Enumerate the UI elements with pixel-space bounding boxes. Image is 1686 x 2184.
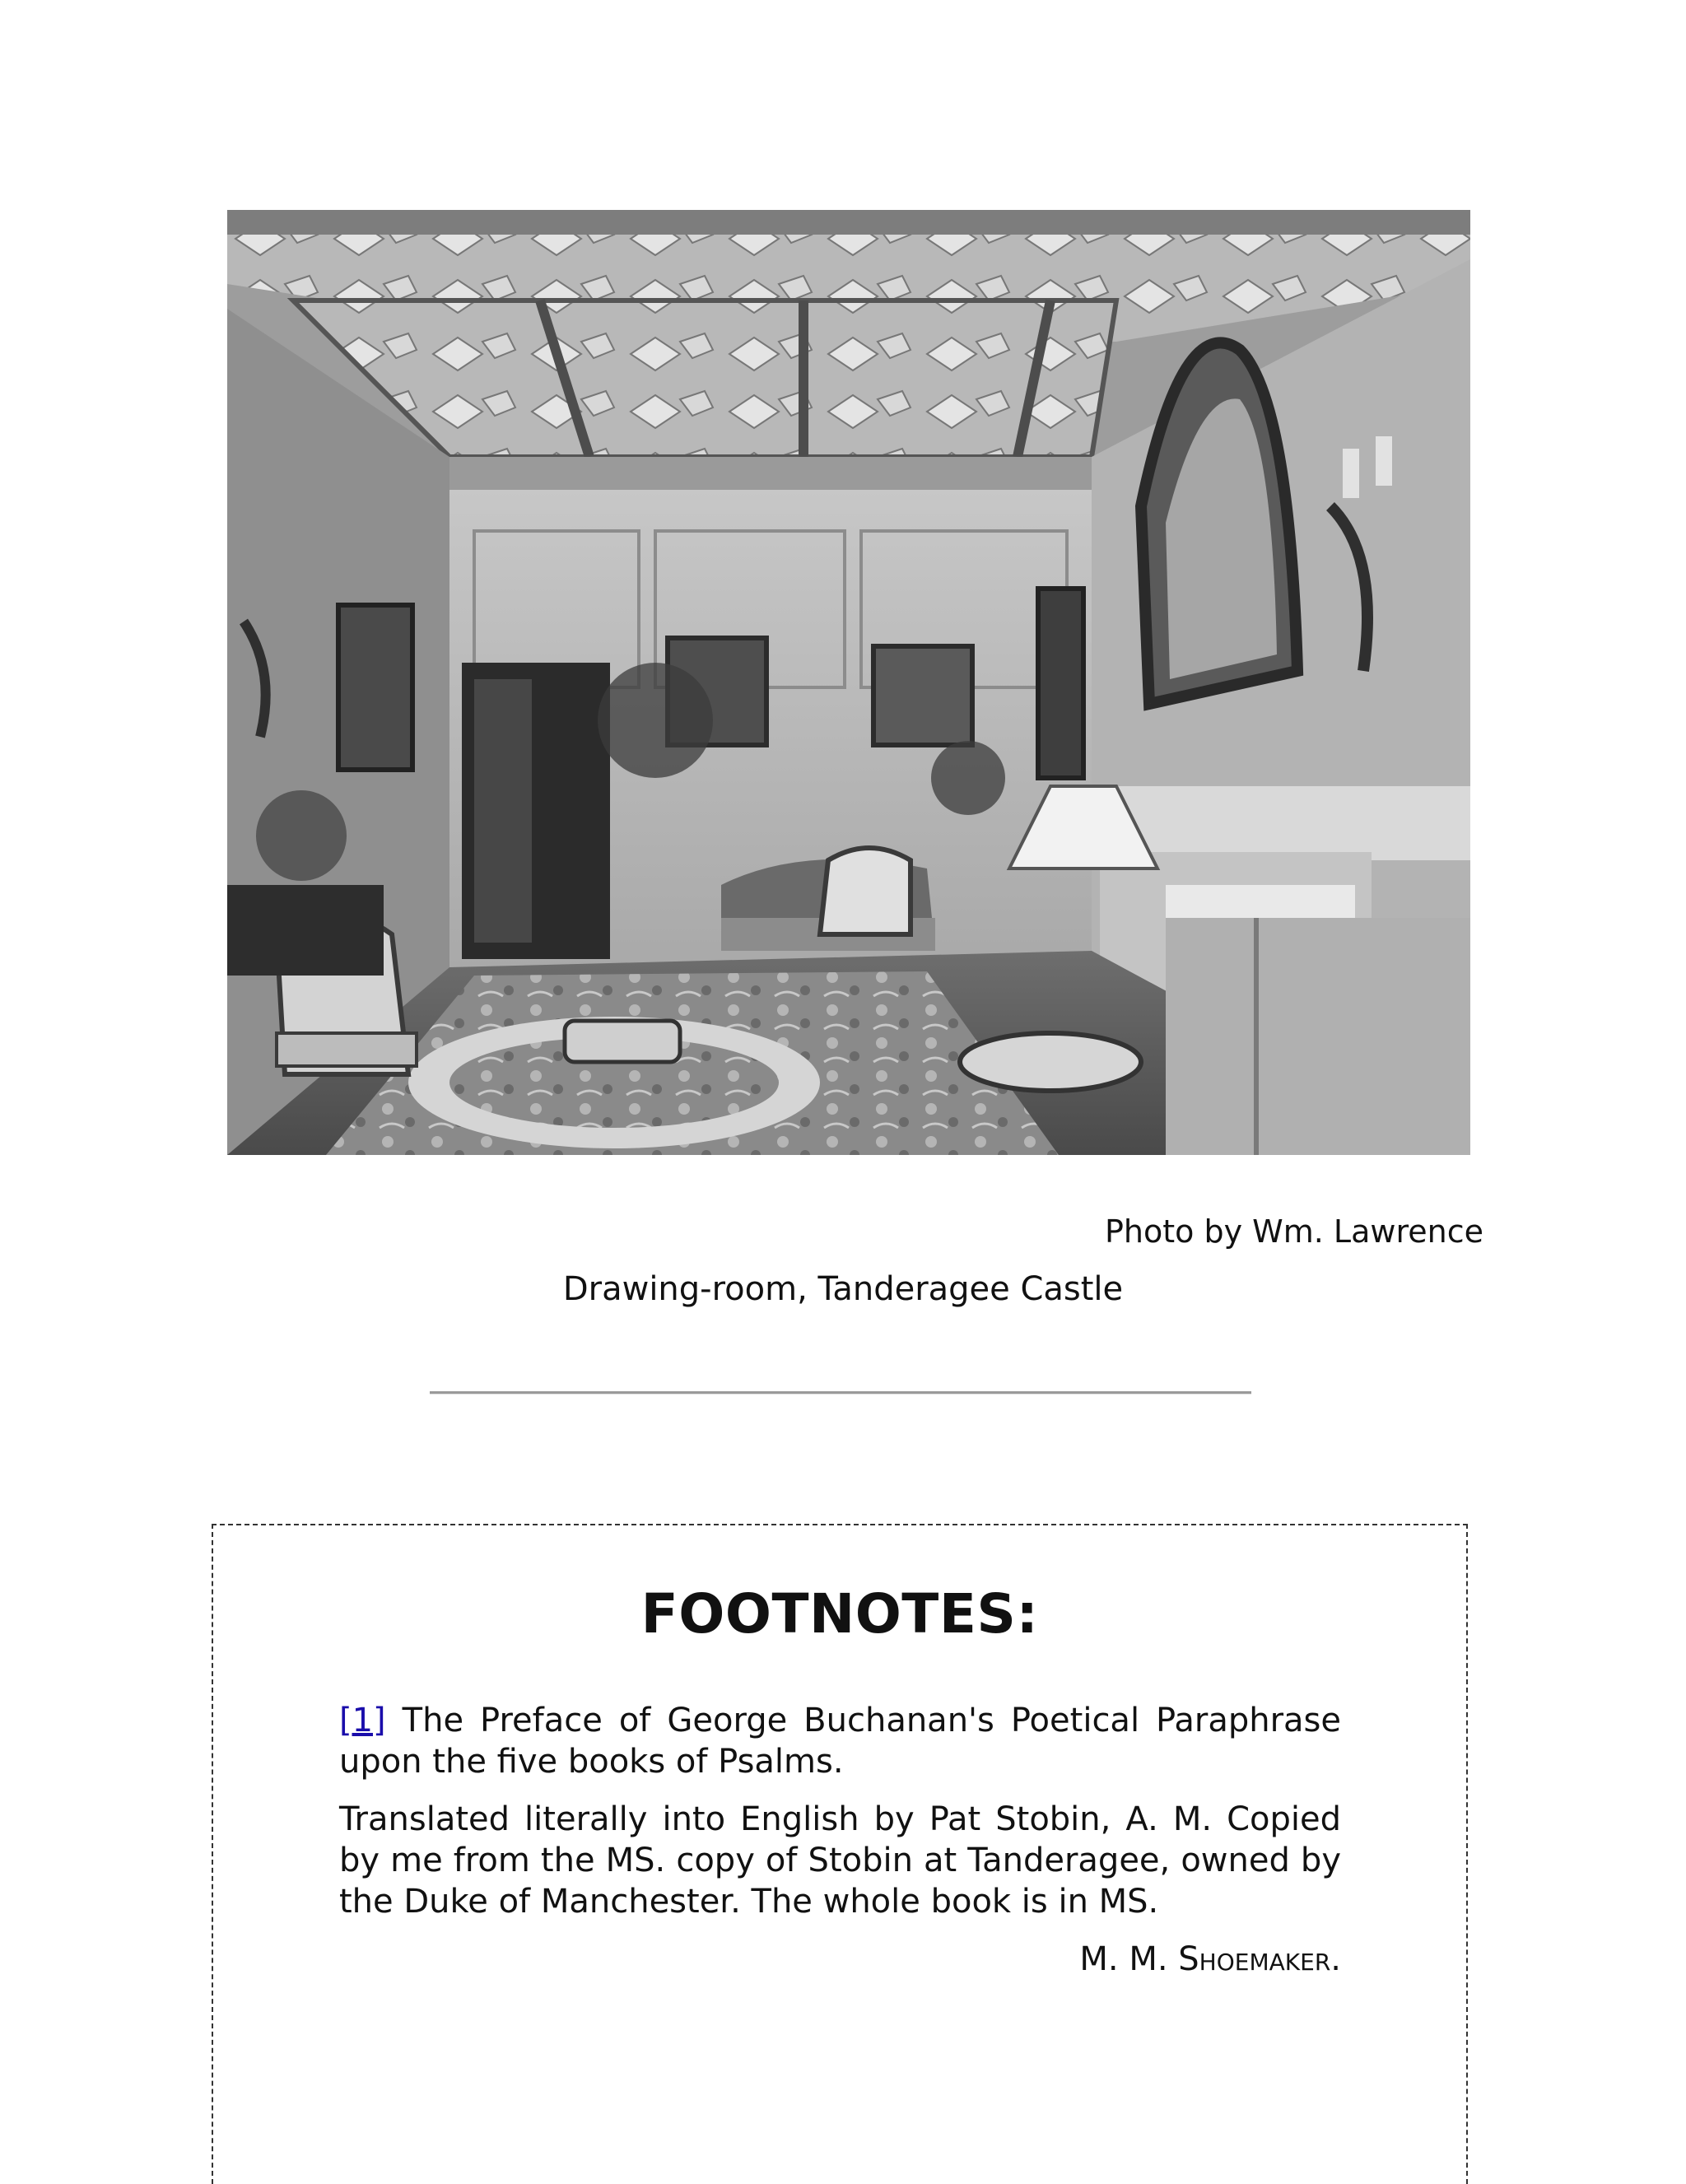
footnotes-body bbox=[339, 1700, 1341, 1996]
photo-caption: Drawing-room, Tanderagee Castle bbox=[562, 1270, 1124, 1308]
footnote-1 bbox=[339, 1700, 1341, 1782]
photo-credit: Photo by Wm. Lawrence bbox=[1105, 1213, 1483, 1250]
drawing-room-photograph bbox=[227, 210, 1470, 1155]
signature-initials: M. M. bbox=[1079, 1940, 1179, 1978]
footnotes-heading: FOOTNOTES: bbox=[640, 1582, 1039, 1646]
horizontal-rule bbox=[430, 1391, 1251, 1395]
footnote-1-anchor-link[interactable]: [1] bbox=[339, 1702, 386, 1739]
photograph-illustration bbox=[227, 210, 1470, 1155]
footnote-1-text: The Preface of George Buchanan's Poetical Paraphrase upon the five books of Psalms. bbox=[339, 1702, 1341, 1781]
footnote-signature bbox=[339, 1939, 1341, 1980]
signature-end: . bbox=[1330, 1940, 1341, 1978]
footnote-paragraph-2: Translated literally into English by Pat Stobin, A. M. Copied by me from the MS. copy of Stobin at Tanderagee, owned by the Duke of Manchester. The whole book is in MS. bbox=[339, 1800, 1341, 1921]
footnotes-section bbox=[212, 1524, 1468, 2184]
signature-name: Shoemaker bbox=[1178, 1940, 1331, 1978]
